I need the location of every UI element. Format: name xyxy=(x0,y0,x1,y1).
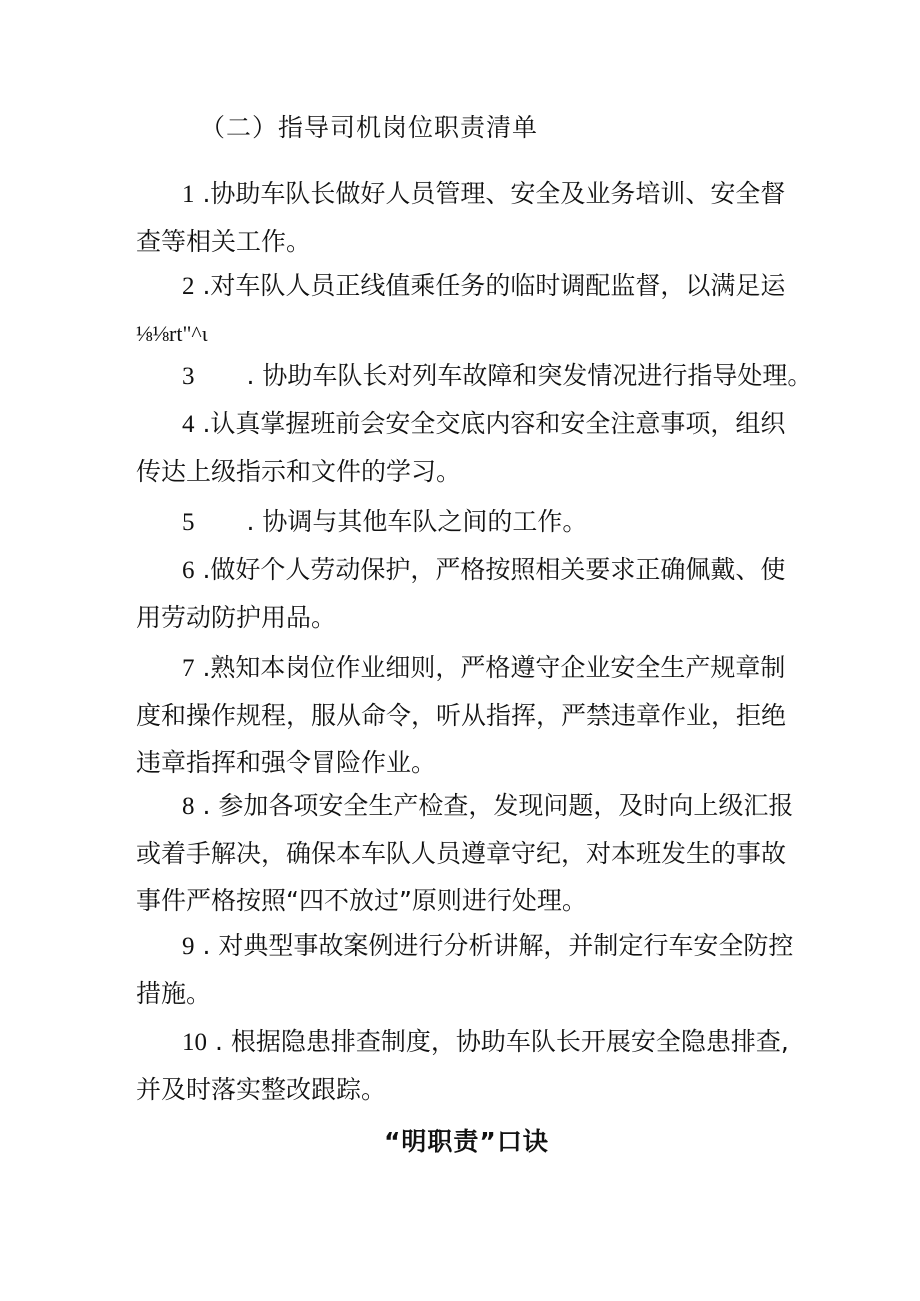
list-item xyxy=(136,782,796,924)
item-text: . 参加各项安全生产检查，发现问题，及时向上级汇报 xyxy=(202,791,794,820)
list-item xyxy=(136,262,796,357)
item-text: .对车队人员正线值乘任务的临时调配监督，以满足运 xyxy=(202,271,786,300)
item-number: 2 xyxy=(182,273,195,300)
item-text: 用劳动防护用品。 xyxy=(136,603,337,632)
list-item xyxy=(136,644,796,786)
item-text: 措施。 xyxy=(136,979,212,1008)
item-number: 4 xyxy=(182,411,195,438)
item-text: 度和操作规程，服从命令，听从指挥，严禁违章作业，拒绝 xyxy=(136,701,787,730)
item-number: 5 xyxy=(182,509,195,536)
item-number: 7 xyxy=(182,655,195,682)
item-text: 事件严格按照“四不放过”原则进行处理。 xyxy=(136,886,587,915)
item-text: . 协助车队长对列车故障和突发情况进行指导处理。 xyxy=(246,361,813,390)
list-item xyxy=(136,546,796,641)
list-item xyxy=(136,170,796,265)
item-text: . 对典型事故案例进行分析讲解，并制定行车安全防控 xyxy=(202,931,794,960)
item-text: .做好个人劳动保护，严格按照相关要求正确佩戴、使 xyxy=(202,555,786,584)
item-number: 6 xyxy=(182,557,195,584)
item-text: . 协调与其他车队之间的工作。 xyxy=(246,507,588,536)
list-item xyxy=(136,922,796,1017)
item-text: 传达上级指示和文件的学习。 xyxy=(136,457,462,486)
item-text-garbled: ⅛⅛rt"^ι xyxy=(136,321,208,346)
item-text: . 根据隐患排查制度，协助车队长开展安全隐患排查, xyxy=(214,1027,789,1056)
list-item xyxy=(136,352,813,400)
item-number: 10 xyxy=(182,1029,207,1056)
item-text: 违章指挥和强令冒险作业。 xyxy=(136,748,437,777)
list-item xyxy=(136,1018,796,1113)
item-text: .熟知本岗位作业细则，严格遵守企业安全生产规章制 xyxy=(202,653,786,682)
item-text: .认真掌握班前会安全交底内容和安全注意事项，组织 xyxy=(202,409,786,438)
item-number: 1 xyxy=(182,181,195,208)
item-text: 查等相关工作。 xyxy=(136,227,312,256)
item-text: .协助车队长做好人员管理、安全及业务培训、安全督 xyxy=(202,179,786,208)
item-number: 3 xyxy=(182,363,195,390)
item-text: 并及时落实整改跟踪。 xyxy=(136,1075,387,1104)
list-item xyxy=(136,498,796,546)
item-number: 8 xyxy=(182,793,195,820)
item-text: 或着手解决，确保本车队人员遵章守纪，对本班发生的事故 xyxy=(136,839,787,868)
list-item xyxy=(136,400,796,495)
section-title: （二）指导司机岗位职责清单 xyxy=(200,113,539,142)
closing-title: “明职责”口诀 xyxy=(384,1127,549,1156)
item-number: 9 xyxy=(182,933,195,960)
